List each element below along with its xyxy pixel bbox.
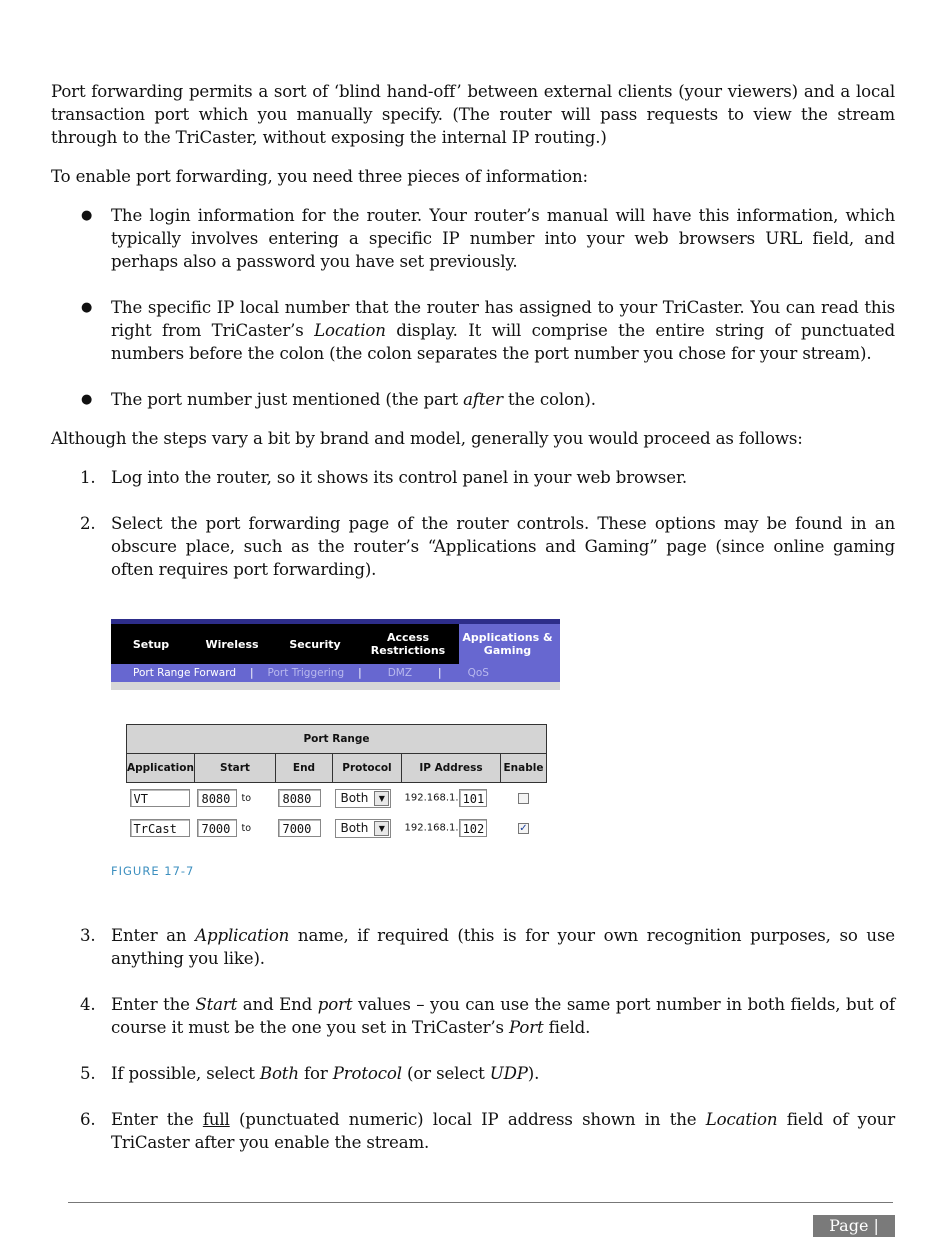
document-body	[51, 80, 895, 1154]
chevron-down-icon: ▼	[374, 821, 389, 836]
column-header: Enable	[500, 754, 546, 783]
start-port-input[interactable]: 7000	[197, 819, 237, 837]
subtab-port-range-forward[interactable]: Port Range Forward	[133, 667, 236, 679]
info-bullet-list	[51, 204, 895, 411]
intro-paragraph: Port forwarding permits a sort of ‘blind hand-off’ between external clients (your viewers) and a local transaction port which you manually specify. (The router will pass requests to view the stream through to the TriCaster, without exposing the internal IP routing.)	[51, 82, 895, 147]
subtab-divider: |	[250, 667, 254, 679]
application-name-input[interactable]: VT	[130, 789, 190, 807]
info-needed-paragraph: To enable port forwarding, you need three pieces of information:	[51, 167, 588, 186]
protocol-select[interactable]: Both ▼	[335, 789, 391, 808]
bullet-login-info: ● The login information for the router. Your router’s manual will have this information, which typically involves entering a specific IP number into your web browsers URL field, and perhaps also a password you have set previously.	[81, 206, 895, 271]
enable-checkbox[interactable]	[518, 793, 529, 804]
column-header: IP Address	[401, 754, 500, 783]
steps-intro-paragraph: Although the steps vary a bit by brand and model, generally you would proceed as follows:	[51, 429, 803, 448]
ip-last-octet-input[interactable]: 101	[459, 789, 487, 807]
tab-wireless[interactable]: Wireless	[205, 637, 259, 651]
end-port-input[interactable]: 8080	[278, 789, 321, 807]
enable-checkbox[interactable]: ✓	[519, 822, 528, 834]
step-1: 1. Log into the router, so it shows its control panel in your web browser.	[80, 468, 688, 487]
ip-last-octet-input[interactable]: 102	[459, 819, 487, 837]
subtab-divider: |	[438, 667, 442, 679]
bullet-icon: ●	[81, 208, 93, 223]
subtab-dmz[interactable]: DMZ	[387, 667, 413, 679]
router-control-panel	[111, 619, 560, 690]
figure-caption: FIGURE 17-7	[111, 864, 195, 878]
port-range-title: Port Range	[127, 725, 547, 754]
to-label: to	[241, 822, 252, 834]
end-port-input[interactable]: 7000	[278, 819, 321, 837]
ip-prefix: 192.168.1.	[404, 822, 459, 834]
router-subtab-bar	[111, 664, 560, 682]
figure-router-port-forwarding	[111, 619, 895, 919]
page-number: Page | 185	[813, 1215, 895, 1237]
subtab-port-triggering[interactable]: Port Triggering	[267, 667, 345, 679]
to-label: to	[241, 792, 252, 804]
tab-setup[interactable]: Setup	[132, 637, 170, 651]
port-range-table	[126, 724, 547, 843]
table-row	[127, 813, 547, 843]
step-4: 4. Enter the Start and End port values – you can use the same port number in both fields, but of course it must be the one you set in TriCaster’s Port field.	[80, 995, 895, 1037]
column-header: End	[275, 754, 332, 783]
subtab-qos[interactable]: QoS	[467, 667, 489, 679]
column-header: Protocol	[332, 754, 401, 783]
protocol-select[interactable]: Both ▼	[335, 819, 391, 838]
start-port-input[interactable]: 8080	[197, 789, 237, 807]
step-3: 3. Enter an Application name, if required (this is for your own recognition purposes, so use anything you like).	[80, 926, 895, 968]
table-row	[127, 783, 547, 814]
chevron-down-icon: ▼	[374, 791, 389, 806]
bullet-icon: ●	[81, 392, 93, 407]
column-header: Application	[127, 754, 195, 783]
ip-prefix: 192.168.1.	[404, 792, 459, 804]
bullet-icon: ●	[81, 300, 93, 315]
bullet-port-number: ● The port number just mentioned (the part after the colon).	[81, 390, 596, 409]
bullet-ip-number: ● The specific IP local number that the router has assigned to your TriCaster. You can read this right from TriCaster’s Location display. It will comprise the entire string of punctuated numbers before the colon (the colon separates the port number you chose for your stream).	[81, 298, 895, 363]
subtab-divider: |	[358, 667, 362, 679]
steps-list	[51, 466, 895, 1154]
step-2: 2. Select the port forwarding page of the router controls. These options may be found in an obscure place, such as the router’s “Applications and Gaming” page (since online gaming often requires port forwarding).	[80, 514, 895, 579]
application-name-input[interactable]: TrCast	[130, 819, 190, 837]
step-6: 6. Enter the full (punctuated numeric) local IP address shown in the Location field of your TriCaster after you enable the stream.	[80, 1110, 895, 1152]
tab-applications-gaming[interactable]: Applications & Gaming	[459, 624, 556, 664]
step-5: 5. If possible, select Both for Protocol (or select UDP).	[80, 1064, 540, 1083]
footer-divider	[68, 1202, 893, 1203]
tab-access-restrictions[interactable]: Access Restrictions	[370, 631, 446, 657]
column-header: Start	[194, 754, 275, 783]
router-tab-bar	[111, 624, 560, 664]
tab-security[interactable]: Security	[289, 637, 341, 651]
